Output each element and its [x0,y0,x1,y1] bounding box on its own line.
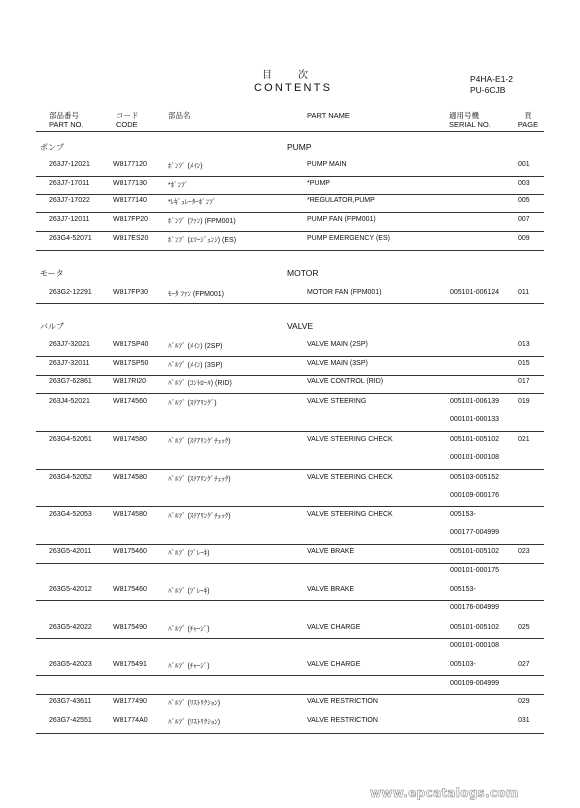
header-page-jp: 頁 [524,111,532,120]
part-name-jp: ﾊﾞﾙﾌﾞ (ﾒｲﾝ) (2SP) [168,343,223,350]
page-no: 005 [518,197,530,204]
header-part-no [49,111,84,129]
part-no: 263G7-42551 [49,717,92,724]
row-divider [36,600,544,601]
row-divider [36,638,544,639]
part-no: 263J7-17022 [49,197,90,204]
serial-no: 005153- [450,511,476,518]
page-no: 031 [518,717,530,724]
page-no: 009 [518,235,530,242]
part-name-en: VALVE STEERING [307,398,367,405]
part-name-en: VALVE RESTRICTION [307,698,378,705]
header-page [517,111,539,129]
page-no: 001 [518,161,530,168]
part-name-jp: ﾎﾟﾝﾌﾟ (ﾒｲﾝ) [168,163,203,170]
page-no: 007 [518,216,530,223]
row-divider [36,212,544,213]
part-no: 263G7-43611 [49,698,92,705]
section-motor-jp: モータ [40,269,64,278]
part-name-jp: ﾊﾞﾙﾌﾞ (ﾒｲﾝ) (3SP) [168,362,223,369]
row-divider [36,544,544,545]
serial-no: 000177-004999 [450,529,500,536]
section-valve-en: VALVE [287,321,314,331]
page-no: 015 [518,360,530,367]
code: W817RI20 [113,378,147,385]
serial-no: 000101-000133 [450,416,500,423]
section-pump-jp: ポンプ [40,143,64,152]
part-no: 263J7-32011 [49,360,90,367]
part-no: 263J4-52021 [49,398,90,405]
serial-no: 005103- [450,661,476,668]
part-no: 263G2-12291 [49,289,92,296]
row-divider [36,303,544,304]
serial-no: 000109-004999 [450,680,500,687]
part-name-en: VALVE CONTROL (RID) [307,378,384,385]
part-no: 263J7-12011 [49,216,90,223]
title-en: CONTENTS [254,82,333,94]
serial-no: 000176-004999 [450,604,500,611]
header-page-en: PAGE [517,120,539,129]
part-name-en: VALVE STEERING CHECK [307,474,393,481]
part-name-en: VALVE CHARGE [307,661,361,668]
code: W8175460 [113,586,147,593]
part-name-en: PUMP EMERGENCY (ES) [307,235,390,242]
doc-number-2: PU-6CJB [470,85,506,95]
serial-no: 005101-006139 [450,398,500,405]
part-name-en: VALVE BRAKE [307,586,355,593]
part-name-jp: ﾊﾞﾙﾌﾞ (ﾘｽﾄﾘｸｼｮﾝ) [168,700,221,707]
row-divider [36,563,544,564]
part-no: 263G4-52071 [49,235,92,242]
row-divider [36,393,544,394]
part-name-en: VALVE BRAKE [307,548,355,555]
code: W8177130 [113,180,147,187]
part-name-jp: ﾊﾞﾙﾌﾞ (ﾌﾞﾚｰｷ) [168,550,210,557]
header-part-no-jp: 部品番号 [49,111,79,120]
part-no: 263J7-32021 [49,341,90,348]
code: W8177120 [113,161,147,168]
part-name-en: VALVE MAIN (2SP) [307,341,368,348]
part-name-jp: ﾊﾞﾙﾌﾞ (ﾁｬｰｼﾞ) [168,663,210,670]
serial-no: 005153- [450,586,476,593]
header-code-en: CODE [116,120,138,129]
row-divider [36,375,544,376]
part-no: 263G4-52051 [49,436,92,443]
section-motor-en: MOTOR [287,268,319,278]
header-serial-jp: 適用号機 [449,111,479,120]
row-divider [36,506,544,507]
code: W817ES20 [113,235,149,242]
header-serial [449,111,491,129]
serial-no: 005101-005102 [450,624,500,631]
code: W8175490 [113,624,147,631]
part-no: 263J7-17011 [49,180,90,187]
part-name-jp: ﾓｰﾀ ﾌｧﾝ (FPM001) [168,291,225,298]
row-divider [36,176,544,177]
part-no: 263G7-62861 [49,378,92,385]
part-no: 263G5-42012 [49,586,92,593]
header-part-no-en: PART NO. [49,120,84,129]
part-no: 263J7-12021 [49,161,90,168]
code: W8177140 [113,197,147,204]
code: W81774A0 [113,717,148,724]
code: W8174580 [113,474,147,481]
part-name-jp: ﾎﾟﾝﾌﾟ (ﾌｧﾝ) (FPM001) [168,218,236,225]
page-no: 017 [518,378,530,385]
serial-no: 005101-006124 [450,289,500,296]
part-name-en: *PUMP [307,180,330,187]
serial-no: 000101-000175 [450,567,500,574]
page-no: 029 [518,698,530,705]
code: W8175491 [113,661,147,668]
part-name-en: PUMP MAIN [307,161,347,168]
part-name-en: MOTOR FAN (FPM001) [307,289,382,296]
part-name-jp: ﾊﾞﾙﾌﾞ (ﾁｬｰｼﾞ) [168,626,210,633]
serial-no: 005101-005102 [450,436,500,443]
row-divider [36,694,544,695]
part-name-jp: ﾊﾞﾙﾌﾞ (ｺﾝﾄﾛｰﾙ) (RID) [168,380,232,387]
part-name-jp: ﾊﾞﾙﾌﾞ (ｽﾃｱﾘﾝｸﾞﾁｪｯｸ) [168,476,231,483]
page-no: 027 [518,661,530,668]
page-no: 013 [518,341,530,348]
code: W8174580 [113,511,147,518]
page-no: 011 [518,289,530,296]
part-name-jp: *ﾎﾟﾝﾌﾟ [168,182,189,189]
header-serial-en: SERIAL NO. [449,120,491,129]
title-jp: 目次 [262,70,334,81]
part-name-jp: ﾊﾞﾙﾌﾞ (ﾘｽﾄﾘｸｼｮﾝ) [168,719,221,726]
code: W817SP40 [113,341,149,348]
part-name-en: VALVE CHARGE [307,624,361,631]
row-divider [36,250,544,251]
row-divider [36,469,544,470]
header-divider [36,131,544,132]
doc-number-1: P4HA-E1-2 [470,74,513,84]
serial-no: 005103-005152 [450,474,500,481]
part-name-en: *REGULATOR,PUMP [307,197,375,204]
part-name-jp: ﾊﾞﾙﾌﾞ (ﾌﾞﾚｰｷ) [168,588,210,595]
part-name-en: VALVE RESTRICTION [307,717,378,724]
page-no: 025 [518,624,530,631]
code: W8175460 [113,548,147,555]
part-name-en: VALVE STEERING CHECK [307,511,393,518]
part-no: 263G5-42023 [49,661,92,668]
serial-no: 000101-000108 [450,642,500,649]
row-divider [36,431,544,432]
serial-no: 005101-005102 [450,548,500,555]
row-divider [36,231,544,232]
page-no: 019 [518,398,530,405]
part-no: 263G4-52053 [49,511,92,518]
code: W8174560 [113,398,147,405]
header-code [116,111,139,129]
row-divider [36,194,544,195]
row-divider [36,675,544,676]
page-no: 003 [518,180,530,187]
part-no: 263G5-42022 [49,624,92,631]
part-name-jp: *ﾚｷﾞｭﾚｰﾀｰﾎﾟﾝﾌﾟ [168,199,217,206]
part-name-jp: ﾊﾞﾙﾌﾞ (ｽﾃｱﾘﾝｸﾞ) [168,400,217,407]
header-part-name-jp: 部品名 [168,111,191,120]
code: W817FP30 [113,289,149,296]
page-no: 021 [518,436,530,443]
serial-no: 000101-000108 [450,454,500,461]
row-divider [36,356,544,357]
part-name-jp: ﾊﾞﾙﾌﾞ (ｽﾃｱﾘﾝｸﾞﾁｪｯｸ) [168,513,231,520]
part-name-en: PUMP FAN (FPM001) [307,216,376,223]
page-no: 023 [518,548,530,555]
part-name-en: VALVE MAIN (3SP) [307,360,368,367]
part-name-en: VALVE STEERING CHECK [307,436,393,443]
serial-no: 000109-000176 [450,492,500,499]
section-pump-en: PUMP [287,142,312,152]
doc-number [470,74,513,96]
part-name-jp: ﾎﾟﾝﾌﾟ (ｴﾏｰｼﾞｪﾝｼ) (ES) [168,237,237,244]
code: W8177490 [113,698,147,705]
section-valve-jp: バルブ [40,322,64,331]
part-no: 263G4-52052 [49,474,92,481]
row-divider [36,733,544,734]
code: W817SP50 [113,360,149,367]
part-name-jp: ﾊﾞﾙﾌﾞ (ｽﾃｱﾘﾝｸﾞﾁｪｯｸ) [168,438,231,445]
header-part-name-en: PART NAME [307,111,350,120]
header-code-jp: コード [116,111,139,120]
code: W817FP20 [113,216,149,223]
part-no: 263G5-42011 [49,548,92,555]
code: W8174580 [113,436,147,443]
watermark: www.epcatalogs.com [370,786,519,800]
